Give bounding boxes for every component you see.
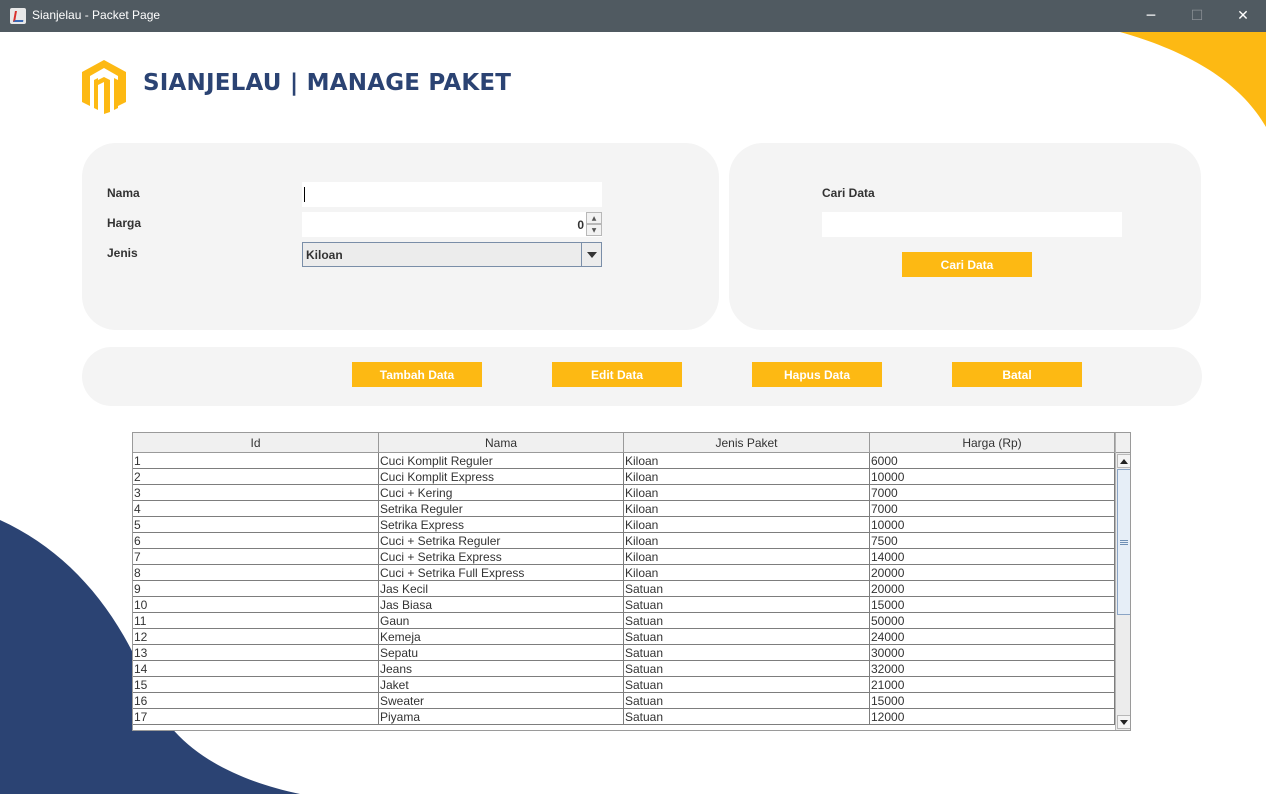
scroll-down-icon[interactable] xyxy=(1117,715,1131,729)
cell-nama[interactable]: Sweater xyxy=(379,693,624,709)
minimize-button[interactable]: ─ xyxy=(1146,8,1156,24)
yellow-corner-shape xyxy=(1120,32,1266,127)
cell-harga[interactable]: 30000 xyxy=(870,645,1115,661)
cell-id[interactable]: 17 xyxy=(133,709,379,725)
cell-nama[interactable]: Setrika Reguler xyxy=(379,501,624,517)
cell-harga[interactable]: 20000 xyxy=(870,581,1115,597)
cell-harga[interactable]: 15000 xyxy=(870,693,1115,709)
cell-jenis[interactable]: Kiloan xyxy=(624,517,870,533)
cell-nama[interactable]: Jas Biasa xyxy=(379,597,624,613)
cell-id[interactable]: 4 xyxy=(133,501,379,517)
table-row[interactable] xyxy=(133,469,1115,485)
column-header-jenis[interactable]: Jenis Paket xyxy=(624,433,870,453)
table-row[interactable] xyxy=(133,645,1115,661)
cell-id[interactable]: 11 xyxy=(133,613,379,629)
table-row[interactable] xyxy=(133,501,1115,517)
cell-harga[interactable]: 14000 xyxy=(870,549,1115,565)
cell-id[interactable]: 9 xyxy=(133,581,379,597)
cell-harga[interactable]: 6000 xyxy=(870,453,1115,469)
cell-jenis[interactable]: Satuan xyxy=(624,597,870,613)
table-row[interactable] xyxy=(133,709,1115,725)
cell-jenis[interactable]: Kiloan xyxy=(624,453,870,469)
jenis-dropdown[interactable] xyxy=(302,242,602,267)
table-row[interactable] xyxy=(133,517,1115,533)
delete-button[interactable]: Hapus Data xyxy=(752,362,882,387)
table-row[interactable] xyxy=(133,549,1115,565)
column-header-id[interactable]: Id xyxy=(133,433,379,453)
cell-nama[interactable]: Cuci + Setrika Reguler xyxy=(379,533,624,549)
table-row[interactable] xyxy=(133,453,1115,469)
cell-id[interactable]: 14 xyxy=(133,661,379,677)
cell-harga[interactable]: 24000 xyxy=(870,629,1115,645)
scroll-up-icon[interactable] xyxy=(1117,454,1131,468)
jenis-label: Jenis xyxy=(107,246,138,260)
java-app-icon xyxy=(10,8,26,24)
cell-nama[interactable]: Cuci + Setrika Full Express xyxy=(379,565,624,581)
scrollbar-corner xyxy=(1116,433,1131,453)
cell-harga[interactable]: 15000 xyxy=(870,597,1115,613)
edit-button[interactable]: Edit Data xyxy=(552,362,682,387)
cell-jenis[interactable]: Satuan xyxy=(624,709,870,725)
nama-input[interactable] xyxy=(302,182,602,207)
cell-id[interactable]: 16 xyxy=(133,693,379,709)
spinner-up-button[interactable]: ▲ xyxy=(586,212,602,224)
sianjelau-logo-icon xyxy=(80,58,128,114)
table-row[interactable] xyxy=(133,581,1115,597)
cell-harga[interactable]: 32000 xyxy=(870,661,1115,677)
scrollbar-thumb[interactable] xyxy=(1117,469,1131,615)
table-row[interactable] xyxy=(133,565,1115,581)
cell-nama[interactable]: Setrika Express xyxy=(379,517,624,533)
cell-id[interactable]: 7 xyxy=(133,549,379,565)
cell-nama[interactable]: Jaket xyxy=(379,677,624,693)
cell-jenis[interactable]: Satuan xyxy=(624,661,870,677)
table-row[interactable] xyxy=(133,533,1115,549)
nama-label: Nama xyxy=(107,186,140,200)
cell-id[interactable]: 1 xyxy=(133,453,379,469)
cell-harga[interactable]: 10000 xyxy=(870,469,1115,485)
harga-label: Harga xyxy=(107,216,142,230)
table-row[interactable] xyxy=(133,629,1115,645)
cell-id[interactable]: 13 xyxy=(133,645,379,661)
search-label: Cari Data xyxy=(822,186,875,200)
cell-id[interactable]: 12 xyxy=(133,629,379,645)
cell-id[interactable]: 10 xyxy=(133,597,379,613)
table-scrollbar[interactable] xyxy=(1115,433,1131,730)
cell-jenis[interactable]: Satuan xyxy=(624,613,870,629)
cell-jenis[interactable]: Kiloan xyxy=(624,565,870,581)
cell-harga[interactable]: 50000 xyxy=(870,613,1115,629)
chevron-down-icon[interactable] xyxy=(581,243,601,266)
table-header xyxy=(133,433,1115,453)
grip-icon xyxy=(1120,540,1128,545)
harga-spinner[interactable] xyxy=(302,212,602,237)
cell-jenis[interactable]: Kiloan xyxy=(624,485,870,501)
text-caret xyxy=(304,187,305,202)
cell-nama[interactable]: Cuci + Kering xyxy=(379,485,624,501)
cell-harga[interactable]: 10000 xyxy=(870,517,1115,533)
cell-harga[interactable]: 7000 xyxy=(870,485,1115,501)
cell-id[interactable]: 5 xyxy=(133,517,379,533)
cell-id[interactable]: 15 xyxy=(133,677,379,693)
add-button[interactable]: Tambah Data xyxy=(352,362,482,387)
cell-nama[interactable]: Gaun xyxy=(379,613,624,629)
cell-nama[interactable]: Kemeja xyxy=(379,629,624,645)
table-row[interactable] xyxy=(133,485,1115,501)
table-row[interactable] xyxy=(133,613,1115,629)
title-bar xyxy=(0,0,1266,32)
cell-id[interactable]: 8 xyxy=(133,565,379,581)
search-button[interactable]: Cari Data xyxy=(902,252,1032,277)
cell-harga[interactable]: 12000 xyxy=(870,709,1115,725)
table-row[interactable] xyxy=(133,661,1115,677)
cell-id[interactable]: 2 xyxy=(133,469,379,485)
cell-jenis[interactable]: Satuan xyxy=(624,629,870,645)
cell-nama[interactable]: Sepatu xyxy=(379,645,624,661)
cell-nama[interactable]: Cuci Komplit Express xyxy=(379,469,624,485)
window-title: Sianjelau - Packet Page xyxy=(32,8,161,22)
cell-jenis[interactable]: Satuan xyxy=(624,645,870,661)
column-header-nama[interactable]: Nama xyxy=(379,433,624,453)
column-header-harga[interactable]: Harga (Rp) xyxy=(870,433,1115,453)
harga-value: 0 xyxy=(577,218,584,232)
close-button[interactable]: ✕ xyxy=(1237,8,1249,24)
table-row[interactable] xyxy=(133,677,1115,693)
table-row[interactable] xyxy=(133,597,1115,613)
cell-nama[interactable]: Jas Kecil xyxy=(379,581,624,597)
cell-jenis[interactable]: Kiloan xyxy=(624,533,870,549)
cell-jenis[interactable]: Kiloan xyxy=(624,469,870,485)
cell-harga[interactable]: 7500 xyxy=(870,533,1115,549)
table-row[interactable] xyxy=(133,693,1115,709)
cell-jenis[interactable]: Satuan xyxy=(624,693,870,709)
cell-nama[interactable]: Piyama xyxy=(379,709,624,725)
cell-id[interactable]: 6 xyxy=(133,533,379,549)
cell-nama[interactable]: Jeans xyxy=(379,661,624,677)
paket-table[interactable] xyxy=(132,432,1131,731)
page-title: SIANJELAU | MANAGE PAKET xyxy=(143,70,512,96)
cell-jenis[interactable]: Satuan xyxy=(624,677,870,693)
cell-jenis[interactable]: Satuan xyxy=(624,581,870,597)
spinner-down-button[interactable]: ▼ xyxy=(586,224,602,236)
search-input[interactable] xyxy=(822,212,1122,237)
cell-harga[interactable]: 20000 xyxy=(870,565,1115,581)
cell-id[interactable]: 3 xyxy=(133,485,379,501)
spinner-buttons xyxy=(586,212,602,237)
cell-nama[interactable]: Cuci + Setrika Express xyxy=(379,549,624,565)
jenis-selected-value: Kiloan xyxy=(306,248,343,262)
cell-jenis[interactable]: Kiloan xyxy=(624,549,870,565)
cell-harga[interactable]: 7000 xyxy=(870,501,1115,517)
cell-nama[interactable]: Cuci Komplit Reguler xyxy=(379,453,624,469)
maximize-button[interactable]: ☐ xyxy=(1190,8,1204,24)
cell-jenis[interactable]: Kiloan xyxy=(624,501,870,517)
cell-harga[interactable]: 21000 xyxy=(870,677,1115,693)
cancel-button[interactable]: Batal xyxy=(952,362,1082,387)
